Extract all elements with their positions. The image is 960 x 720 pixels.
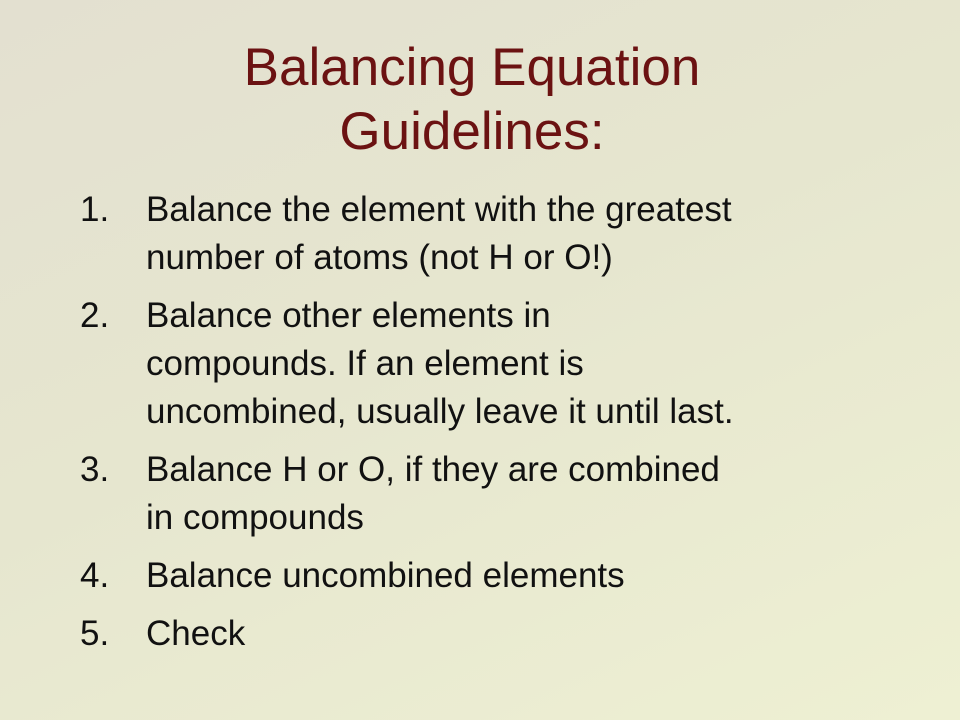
item-text-line: Balance uncombined elements	[146, 556, 625, 595]
item-number: 1.	[80, 190, 110, 229]
item-number: 4.	[80, 556, 110, 595]
item-text-line: Balance the element with the greatest	[146, 190, 732, 229]
item-text-line: compounds. If an element is	[146, 344, 584, 383]
item-text-line: number of atoms (not H or O!)	[146, 238, 613, 277]
item-number: 3.	[80, 450, 110, 489]
list-item	[80, 552, 940, 600]
item-text-line: in compounds	[146, 498, 364, 537]
item-text-line: Balance other elements in	[146, 296, 551, 335]
list-item	[80, 186, 940, 282]
item-number: 5.	[80, 614, 110, 653]
slide-title	[0, 36, 944, 164]
item-text-line: uncombined, usually leave it until last.	[146, 392, 734, 431]
title-line-2: Guidelines:	[339, 102, 605, 161]
guidelines-list	[80, 186, 940, 668]
list-item	[80, 292, 940, 436]
list-item	[80, 446, 940, 542]
item-text-line: Balance H or O, if they are combined	[146, 450, 720, 489]
item-number: 2.	[80, 296, 110, 335]
item-text-line: Check	[146, 614, 246, 653]
title-line-1: Balancing Equation	[243, 38, 701, 97]
list-item	[80, 610, 940, 658]
